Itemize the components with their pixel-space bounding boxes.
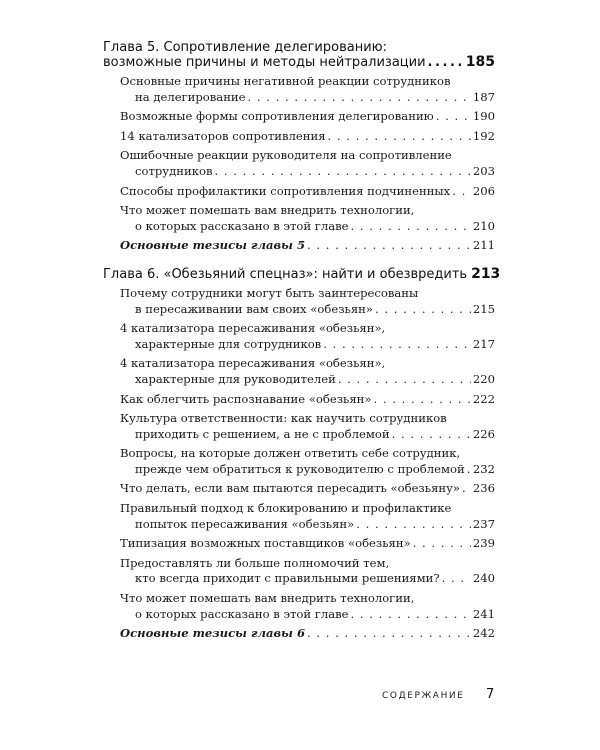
- leader-dots: [436, 109, 471, 125]
- chapter-page-number: 213: [471, 265, 501, 282]
- toc-entry[interactable]: [120, 501, 495, 532]
- leader-dots: [428, 55, 464, 70]
- chapter-title-line1: Глава 5. Сопротивление делегированию:: [103, 40, 387, 55]
- entry-page-number: 226: [472, 426, 495, 441]
- entry-page-number: 206: [472, 183, 495, 198]
- entry-text: Основные тезисы главы 5: [120, 238, 306, 253]
- toc-entry[interactable]: [120, 411, 495, 442]
- entry-text: Типизация возможных поставщиков «обезьян»: [120, 536, 411, 551]
- leader-dots: [307, 238, 471, 254]
- toc-entry[interactable]: [120, 321, 495, 352]
- entry-text-line1: Ошибочные реакции руководителя на сопротивление: [120, 148, 452, 163]
- entry-page-number: 203: [472, 163, 495, 178]
- toc-entry[interactable]: [120, 203, 495, 234]
- toc-entry[interactable]: [120, 356, 495, 387]
- entry-page-number: 239: [472, 536, 495, 551]
- entry-text-line1: Что может помешать вам внедрить технологии,: [120, 591, 415, 606]
- toc-entry[interactable]: [120, 481, 495, 497]
- entry-text-line1: Основные причины негативной реакции сотрудников: [120, 74, 451, 88]
- leader-dots: [338, 372, 471, 388]
- toc-entry[interactable]: [120, 74, 495, 105]
- entry-page-number: 242: [472, 626, 495, 641]
- toc-entry[interactable]: [120, 148, 495, 179]
- leader-dots: [452, 184, 471, 200]
- toc-entry[interactable]: [120, 446, 495, 477]
- entry-text: Что делать, если вам пытаются пересадить «обезьяну»: [120, 481, 461, 496]
- entry-page-number: 237: [472, 516, 495, 531]
- toc-entry[interactable]: [120, 591, 495, 622]
- folio-page-number: 7: [486, 687, 495, 702]
- entry-text-line1: Правильный подход к блокированию и профилактике: [120, 501, 452, 516]
- toc-entry-summary[interactable]: [120, 626, 495, 642]
- leader-dots: [351, 607, 471, 623]
- toc-entry[interactable]: [120, 536, 495, 552]
- leader-dots: [328, 129, 471, 145]
- entry-text-line2: о которых рассказано в этой главе: [135, 218, 349, 233]
- chapter-title-line2: возможные причины и методы нейтрализации: [103, 55, 426, 70]
- entry-text-line1: Предоставлять ли больше полномочий тем,: [120, 555, 390, 570]
- leader-dots: [375, 302, 471, 318]
- leader-dots: [351, 219, 471, 235]
- entry-page-number: 190: [472, 109, 495, 124]
- entry-text-line2: в пересаживании вам своих «обезьян»: [135, 301, 373, 316]
- leader-dots: [214, 164, 470, 180]
- entry-text-line2: попыток пересаживания «обезьян»: [135, 516, 355, 531]
- entry-page-number: 211: [472, 238, 495, 253]
- table-of-contents: [103, 40, 501, 646]
- leader-dots: [356, 517, 471, 533]
- entry-text: 14 катализаторов сопротивления: [120, 128, 326, 143]
- entry-text-line1: Почему сотрудники могут быть заинтересованы: [120, 285, 419, 300]
- entry-text: Как облегчить распознавание «обезьян»: [120, 391, 372, 406]
- chapter-heading[interactable]: [103, 265, 501, 282]
- entry-page-number: 187: [472, 89, 495, 104]
- entry-text-line2: кто всегда приходит с правильными решениями?: [135, 571, 440, 586]
- toc-entry-summary[interactable]: [120, 238, 495, 254]
- chapter-heading[interactable]: [103, 40, 495, 70]
- chapter-title: Глава 6. «Обезьяний спецназ»: найти и обезвредить: [103, 266, 468, 282]
- toc-entry[interactable]: [120, 129, 495, 145]
- entry-text: Основные тезисы главы 6: [120, 626, 306, 641]
- chapter-entries: [120, 286, 495, 642]
- entry-text: Возможные формы сопротивления делегированию: [120, 109, 434, 124]
- entry-text-line1: Культура ответственности: как научить сотрудников: [120, 411, 447, 426]
- leader-dots: [392, 427, 471, 443]
- entry-page-number: 240: [472, 571, 495, 586]
- entry-text-line2: характерные для руководителей: [135, 371, 336, 386]
- toc-entry[interactable]: [120, 556, 495, 587]
- entry-text-line2: на делегирование: [135, 89, 246, 104]
- entry-text-line1: Вопросы, на которые должен ответить себе сотрудник,: [120, 446, 461, 461]
- entry-text-line2: сотрудников: [135, 163, 213, 178]
- leader-dots: [442, 571, 471, 587]
- chapter-page-number: 185: [465, 54, 495, 70]
- entry-text-line1: Что может помешать вам внедрить технологии,: [120, 203, 415, 218]
- entry-page-number: 232: [472, 461, 495, 476]
- entry-page-number: 215: [472, 301, 495, 316]
- entry-text-line1: 4 катализатора пересаживания «обезьян»,: [120, 356, 386, 371]
- entry-text-line2: о которых рассказано в этой главе: [135, 606, 349, 621]
- running-footer-label: СОДЕРЖАНИЕ: [382, 691, 465, 701]
- entry-page-number: 192: [472, 128, 495, 143]
- toc-entry[interactable]: [120, 184, 495, 200]
- entry-text-line2: прежде чем обратиться к руководителю с проблемой: [135, 461, 465, 476]
- entry-text: Способы профилактики сопротивления подчиненных: [120, 183, 451, 198]
- entry-page-number: 241: [472, 606, 495, 621]
- toc-entry[interactable]: [120, 392, 495, 408]
- leader-dots: [413, 536, 471, 552]
- leader-dots: [462, 481, 471, 497]
- leader-dots: [323, 337, 471, 353]
- entry-page-number: 210: [472, 218, 495, 233]
- entry-text-line2: характерные для сотрудников: [135, 336, 322, 351]
- leader-dots: [467, 462, 471, 478]
- chapter-entries: [120, 74, 495, 254]
- toc-entry[interactable]: [120, 109, 495, 125]
- entry-page-number: 217: [472, 336, 495, 351]
- toc-entry[interactable]: [120, 286, 495, 317]
- leader-dots: [307, 626, 471, 642]
- entry-text-line2: приходить с решением, а не с проблемой: [135, 426, 390, 441]
- entry-page-number: 220: [472, 371, 495, 386]
- entry-page-number: 222: [472, 391, 495, 406]
- entry-text-line1: 4 катализатора пересаживания «обезьян»,: [120, 321, 386, 336]
- leader-dots: [248, 90, 471, 106]
- entry-page-number: 236: [472, 481, 495, 496]
- leader-dots: [374, 392, 471, 408]
